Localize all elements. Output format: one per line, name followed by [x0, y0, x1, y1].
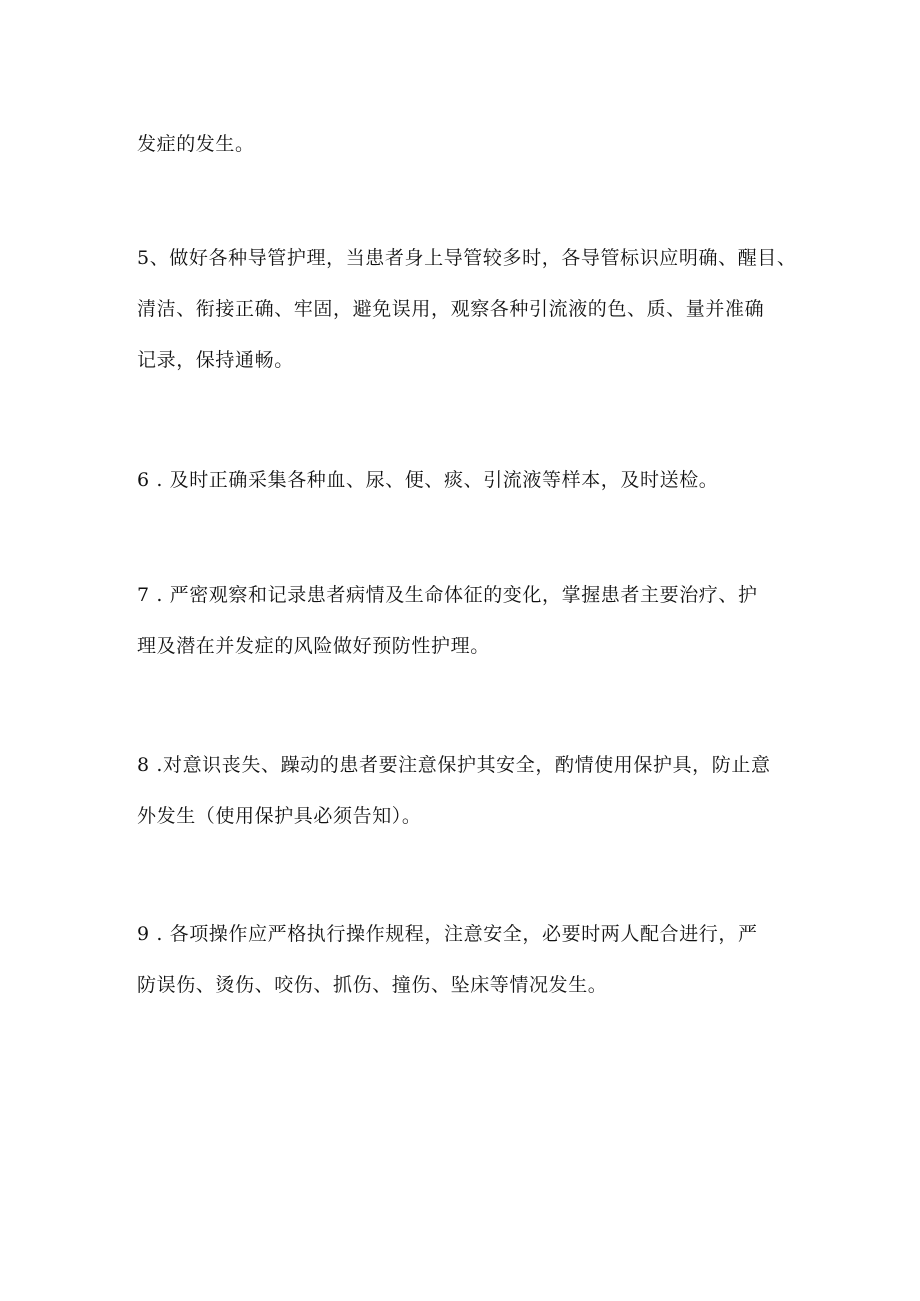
text-line: 7 . 严密观察和记录患者病情及生命体征的变化，掌握患者主要治疗、护 — [137, 584, 758, 606]
paragraph-item-9 — [137, 909, 787, 1011]
text-line: 记录，保持通畅。 — [137, 349, 294, 371]
paragraph-item-7 — [137, 570, 787, 672]
text-line: 清洁、衔接正确、牢固，避免误用，观察各种引流液的色、质、量并准确 — [137, 298, 765, 320]
paragraph-item-5 — [137, 233, 797, 386]
text-line: 8 .对意识丧失、躁动的患者要注意保护其安全，酌情使用保护具，防止意 — [137, 754, 771, 776]
paragraph-item-8 — [137, 740, 787, 842]
paragraph-item-6 — [137, 455, 787, 506]
text-line: 防误伤、烫伤、咬伤、抓伤、撞伤、坠床等情况发生。 — [137, 974, 608, 996]
text-line: 理及潜在并发症的风险做好预防性护理。 — [137, 635, 490, 657]
text-line: 5、做好各种导管护理，当患者身上导管较多时，各导管标识应明确、醒目、 — [137, 247, 797, 269]
text-line: 6 . 及时正确采集各种血、尿、便、痰、引流液等样本，及时送检。 — [137, 469, 719, 491]
text-line: 发症的发生。 — [137, 133, 255, 155]
text-line: 外发生（使用保护具必须告知）。 — [137, 805, 422, 827]
paragraph-continuation — [137, 119, 787, 170]
text-line: 9 . 各项操作应严格执行操作规程，注意安全，必要时两人配合进行，严 — [137, 923, 758, 945]
